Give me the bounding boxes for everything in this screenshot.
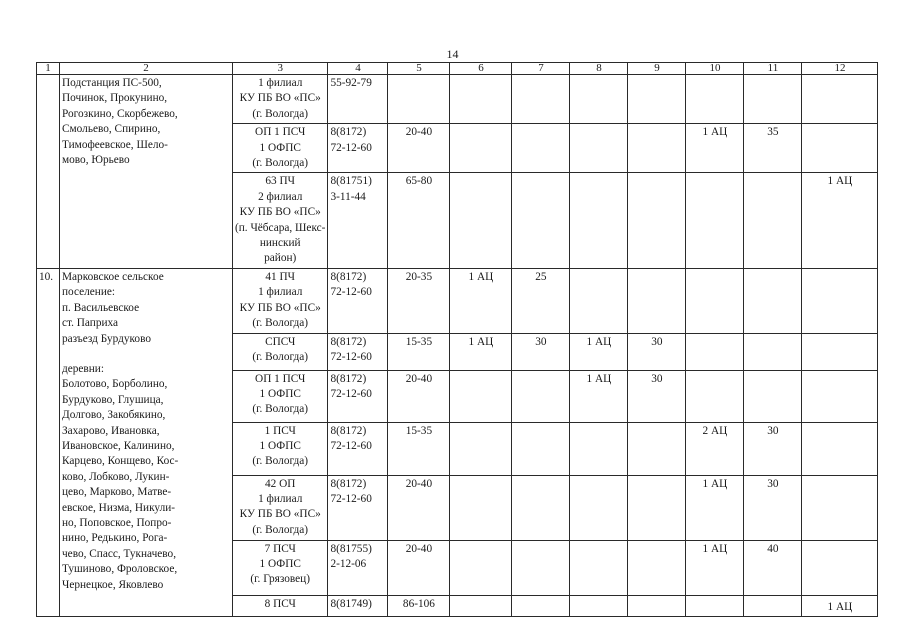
settlement-line: Марковское сельское	[62, 270, 164, 283]
unit-line: 63 ПЧ	[265, 175, 296, 188]
table-row	[37, 75, 878, 124]
value-cell	[744, 173, 802, 268]
unit-line: (г. Вологда)	[252, 403, 309, 416]
phone-line: 72-12-60	[330, 141, 372, 154]
table-row	[37, 268, 878, 333]
settlement-line: но, Поповское, Попро-	[62, 516, 172, 529]
phone-line: 55-92-79	[330, 77, 372, 89]
value-cell: 1 АЦ	[570, 370, 628, 422]
unit-cell	[233, 595, 328, 616]
phone-line: 8(8172)	[330, 126, 367, 139]
header-cell: 11	[744, 63, 802, 75]
value-cell	[802, 268, 878, 333]
unit-line: (г. Вологда)	[252, 157, 309, 170]
value-cell	[802, 333, 878, 370]
unit-cell	[233, 173, 328, 268]
value-cell: 2 АЦ	[686, 422, 744, 475]
phone-line: 2-12-06	[330, 557, 367, 570]
phone-line: 8(8172)	[330, 270, 367, 283]
value-cell	[686, 595, 744, 616]
fire-response-table	[36, 62, 878, 617]
unit-cell	[233, 268, 328, 333]
header-cell: 4	[328, 63, 388, 75]
value-cell	[802, 475, 878, 540]
page-number: 14	[446, 47, 459, 61]
phone-line: 72-12-60	[330, 492, 372, 505]
settlement-line: цево, Марково, Матве-	[62, 486, 172, 499]
settlement-line: Починок, Прокунино,	[62, 92, 168, 105]
phone-line: 72-12-60	[330, 439, 372, 452]
settlement-line: чево, Спасс, Тукначево,	[62, 547, 177, 560]
phone-line: 8(81749)	[330, 597, 372, 610]
value-cell: 1 АЦ	[802, 173, 878, 268]
unit-line: 1 филиал	[258, 77, 303, 89]
time-cell: 20-40	[388, 475, 450, 540]
unit-line: нинский	[259, 237, 301, 250]
value-cell	[570, 173, 628, 268]
unit-line: (г. Вологда)	[252, 350, 309, 363]
unit-line: КУ ПБ ВО «ПС»	[239, 206, 321, 219]
settlement-line: евское, Низма, Никули-	[62, 501, 176, 514]
settlement-line: нино, Редькино, Рога-	[62, 532, 168, 545]
settlement-line: Ивановское, Калинино,	[62, 439, 175, 452]
unit-line: (г. Вологда)	[252, 455, 309, 468]
value-cell	[628, 124, 686, 173]
time-cell: 15-35	[388, 333, 450, 370]
settlement-cell	[60, 268, 233, 616]
time-cell: 15-35	[388, 422, 450, 475]
settlement-line: Тимофеевское, Шело-	[62, 138, 168, 151]
settlement-line: поселение:	[62, 286, 116, 299]
value-cell	[570, 268, 628, 333]
phone-line: 72-12-60	[330, 286, 372, 299]
header-cell: 2	[60, 63, 233, 75]
unit-line: (г. Вологда)	[252, 523, 309, 536]
settlement-line: Чернецкое, Яковлево	[62, 578, 164, 591]
settlement-line: ст. Паприха	[62, 317, 119, 330]
value-cell: 30	[744, 422, 802, 475]
unit-line: 2 филиал	[258, 190, 303, 203]
value-cell	[628, 595, 686, 616]
row-number-cell: 10.	[37, 268, 60, 616]
unit-line: 1 филиал	[258, 492, 303, 505]
value-cell: 1 АЦ	[570, 333, 628, 370]
settlement-line: Карцево, Конщево, Кос-	[62, 455, 179, 468]
unit-line: (г. Вологда)	[252, 107, 309, 120]
time-cell: 20-40	[388, 370, 450, 422]
unit-line: 41 ПЧ	[265, 270, 296, 283]
value-cell	[628, 268, 686, 333]
value-cell	[512, 124, 570, 173]
value-cell: 30	[628, 333, 686, 370]
value-cell	[628, 422, 686, 475]
value-cell	[744, 595, 802, 616]
value-cell	[512, 475, 570, 540]
header-cell: 3	[233, 63, 328, 75]
unit-line: район)	[264, 252, 297, 265]
value-cell	[450, 75, 512, 124]
phone-cell	[328, 422, 388, 475]
settlement-line: Долгово, Закобякино,	[62, 409, 166, 422]
unit-cell	[233, 422, 328, 475]
header-cell: 5	[388, 63, 450, 75]
spacer	[62, 347, 230, 362]
phone-cell	[328, 540, 388, 595]
settlement-line: Бурдуково, Глушица,	[62, 393, 164, 406]
unit-line: 1 филиал	[258, 286, 303, 299]
time-cell: 86-106	[388, 595, 450, 616]
phone-line: 8(8172)	[330, 477, 367, 490]
unit-line: 1 ОФПС	[259, 141, 301, 154]
value-cell: 1 АЦ	[686, 475, 744, 540]
phone-line: 3-11-44	[330, 190, 366, 203]
value-cell	[570, 540, 628, 595]
unit-line: (г. Вологда)	[252, 317, 309, 330]
value-cell	[512, 540, 570, 595]
value-cell	[570, 124, 628, 173]
header-row	[37, 63, 878, 75]
phone-cell	[328, 333, 388, 370]
phone-line: 72-12-60	[330, 387, 372, 400]
value-cell	[744, 75, 802, 124]
value-cell	[802, 540, 878, 595]
phone-line: 8(8172)	[330, 424, 367, 437]
value-cell: 30	[744, 475, 802, 540]
header-cell: 7	[512, 63, 570, 75]
header-cell: 1	[37, 63, 60, 75]
unit-line: 1 ОФПС	[259, 387, 301, 400]
header-cell: 12	[802, 63, 878, 75]
time-cell: 65-80	[388, 173, 450, 268]
header-cell: 6	[450, 63, 512, 75]
phone-line: 8(8172)	[330, 335, 367, 348]
unit-line: 42 ОП	[264, 477, 296, 490]
value-cell	[802, 422, 878, 475]
value-cell	[686, 370, 744, 422]
value-cell	[512, 173, 570, 268]
time-cell: 20-35	[388, 268, 450, 333]
settlement-line: Подстанция ПС-500,	[62, 77, 162, 89]
value-cell	[450, 124, 512, 173]
value-cell	[802, 124, 878, 173]
value-cell	[450, 540, 512, 595]
unit-cell	[233, 333, 328, 370]
value-cell	[686, 75, 744, 124]
value-cell	[686, 173, 744, 268]
phone-line: 8(81751)	[330, 175, 372, 188]
unit-line: СПСЧ	[265, 335, 296, 348]
value-cell: 1 АЦ	[802, 595, 878, 616]
value-cell	[570, 475, 628, 540]
phone-cell	[328, 268, 388, 333]
phone-line: 8(8172)	[330, 372, 367, 385]
settlement-line: Смольево, Спирино,	[62, 123, 161, 136]
value-cell: 35	[744, 124, 802, 173]
settlement-line: разъезд Бурдуково	[62, 332, 151, 345]
value-cell	[512, 595, 570, 616]
settlement-line: Болотово, Борболино,	[62, 378, 168, 391]
unit-line: КУ ПБ ВО «ПС»	[239, 92, 321, 105]
header-cell: 8	[570, 63, 628, 75]
unit-line: (г. Грязовец)	[250, 573, 310, 586]
phone-cell	[328, 75, 388, 124]
phone-cell	[328, 370, 388, 422]
phone-cell	[328, 475, 388, 540]
time-cell: 20-40	[388, 540, 450, 595]
settlement-line: Захарово, Ивановка,	[62, 424, 160, 437]
value-cell	[628, 173, 686, 268]
value-cell: 1 АЦ	[450, 333, 512, 370]
unit-cell	[233, 540, 328, 595]
value-cell	[450, 475, 512, 540]
value-cell	[744, 333, 802, 370]
value-cell	[512, 370, 570, 422]
time-cell	[388, 75, 450, 124]
unit-line: ОП 1 ПСЧ	[255, 126, 306, 139]
settlement-line: Тушиново, Фроловское,	[62, 563, 178, 576]
value-cell	[628, 75, 686, 124]
unit-cell	[233, 75, 328, 124]
settlement-line: Рогозкино, Скорбежево,	[62, 107, 178, 120]
value-cell	[512, 75, 570, 124]
phone-line: 8(81755)	[330, 542, 372, 555]
unit-line: 7 ПСЧ	[264, 542, 296, 555]
header-cell: 9	[628, 63, 686, 75]
settlement-cell	[60, 75, 233, 269]
value-cell	[744, 370, 802, 422]
value-cell	[450, 173, 512, 268]
header-cell: 10	[686, 63, 744, 75]
phone-cell	[328, 595, 388, 616]
value-cell	[450, 370, 512, 422]
value-cell	[802, 370, 878, 422]
phone-cell	[328, 124, 388, 173]
settlement-line: деревни:	[62, 362, 104, 375]
unit-line: 1 ОФПС	[259, 557, 301, 570]
unit-line: КУ ПБ ВО «ПС»	[239, 301, 321, 314]
time-cell: 20-40	[388, 124, 450, 173]
phone-line: 72-12-60	[330, 350, 372, 363]
value-cell	[686, 333, 744, 370]
value-cell	[628, 475, 686, 540]
unit-line: 1 ОФПС	[259, 439, 301, 452]
unit-cell	[233, 475, 328, 540]
value-cell: 25	[512, 268, 570, 333]
value-cell: 30	[512, 333, 570, 370]
value-cell	[686, 268, 744, 333]
unit-cell	[233, 124, 328, 173]
value-cell	[450, 422, 512, 475]
unit-line: КУ ПБ ВО «ПС»	[239, 508, 321, 521]
unit-line: ОП 1 ПСЧ	[255, 372, 306, 385]
value-cell: 40	[744, 540, 802, 595]
value-cell	[450, 595, 512, 616]
value-cell: 1 АЦ	[686, 540, 744, 595]
unit-line: 8 ПСЧ	[264, 597, 296, 610]
value-cell	[628, 540, 686, 595]
unit-cell	[233, 370, 328, 422]
settlement-line: ково, Лобково, Лукин-	[62, 470, 170, 483]
value-cell: 30	[628, 370, 686, 422]
value-cell	[512, 422, 570, 475]
unit-line: (п. Чёбсара, Шекс-	[235, 221, 326, 234]
unit-line: 1 ПСЧ	[264, 424, 296, 437]
value-cell	[570, 75, 628, 124]
row-number-cell	[37, 75, 60, 269]
value-cell	[802, 75, 878, 124]
value-cell: 1 АЦ	[450, 268, 512, 333]
value-cell	[744, 268, 802, 333]
value-cell	[570, 595, 628, 616]
value-cell	[570, 422, 628, 475]
settlement-line: мово, Юрьево	[62, 154, 130, 167]
settlement-line: п. Васильевское	[62, 301, 140, 314]
value-cell: 1 АЦ	[686, 124, 744, 173]
phone-cell	[328, 173, 388, 268]
